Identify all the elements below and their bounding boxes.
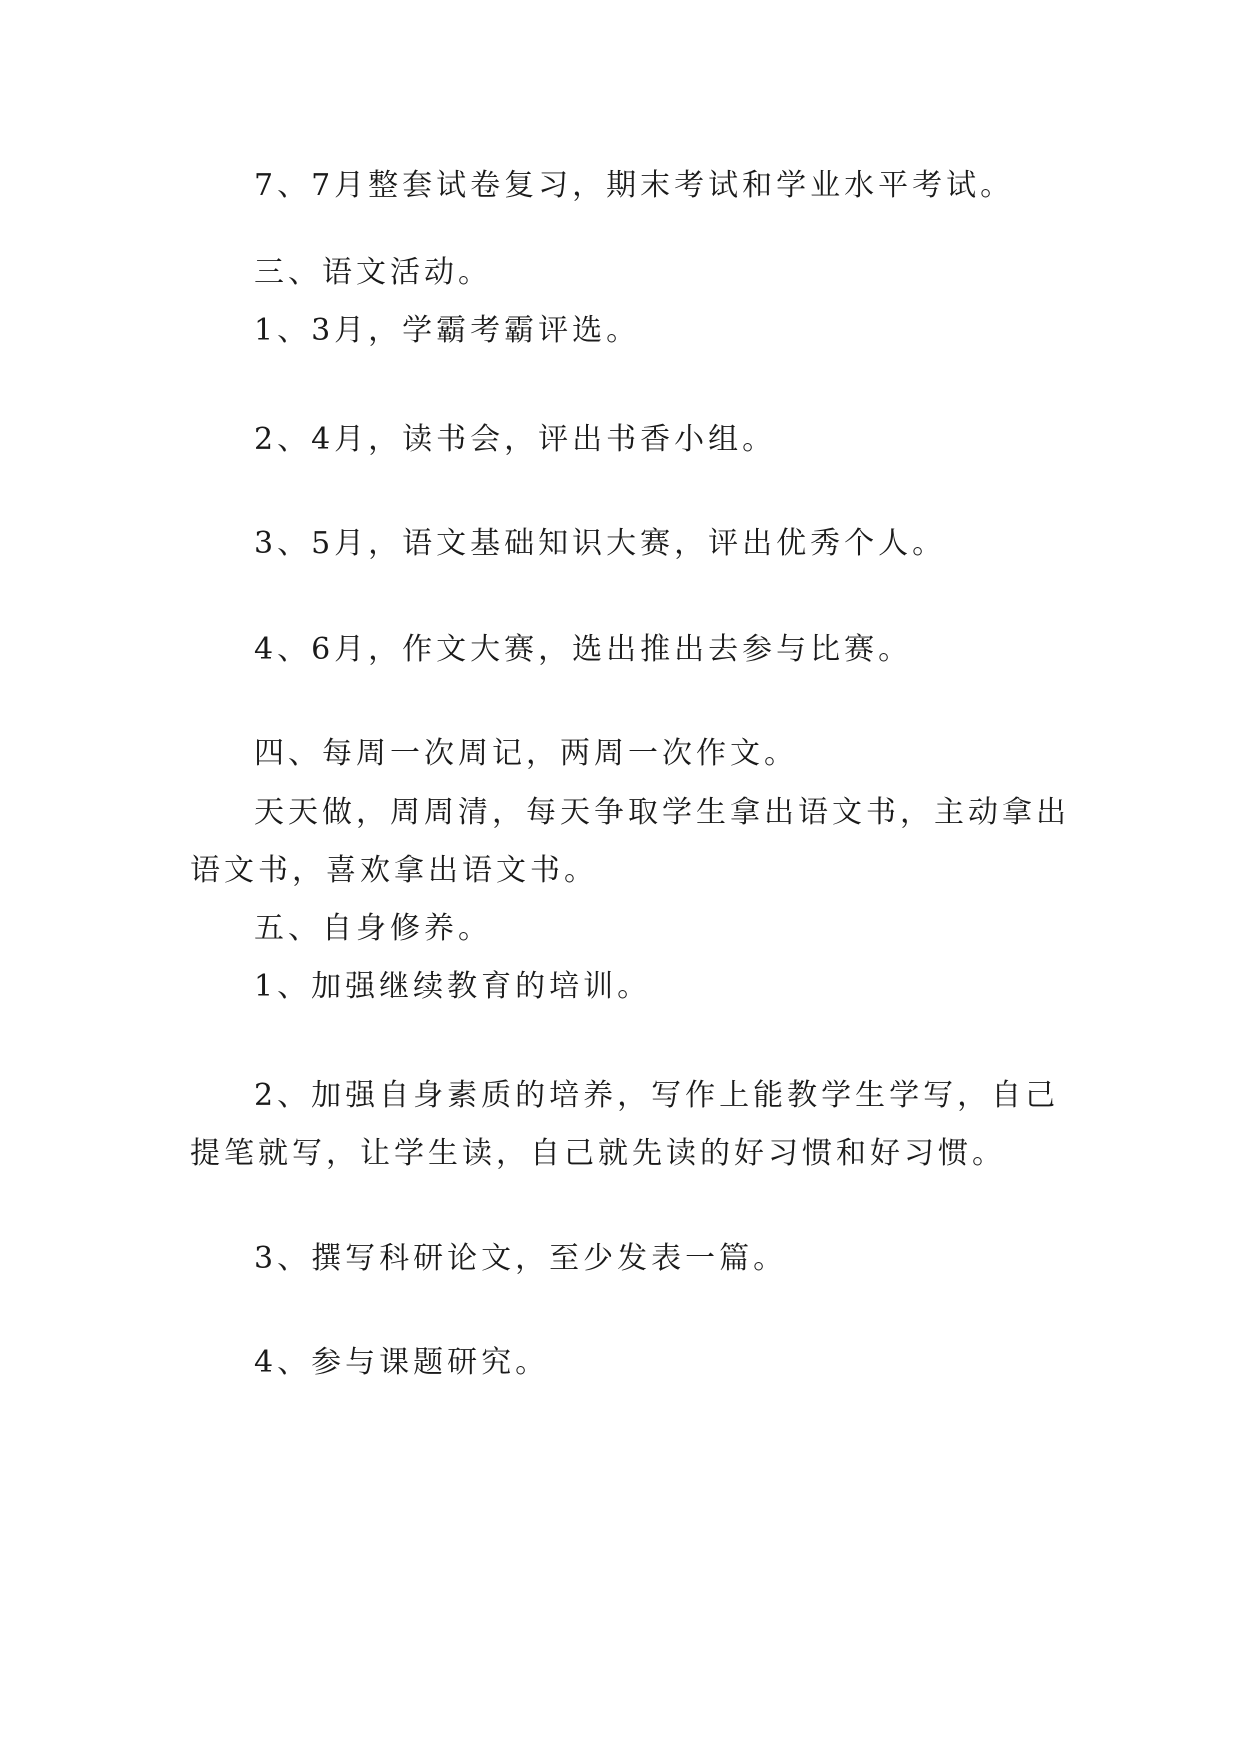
section-heading: 四、每周一次周记，两周一次作文。 xyxy=(254,736,798,771)
paragraph-line: 提笔就写，让学生读，自己就先读的好习惯和好习惯。 xyxy=(190,1136,1006,1171)
section-heading: 五、自身修养。 xyxy=(254,911,492,946)
paragraph-line: 天天做，周周清，每天争取学生拿出语文书，主动拿出 xyxy=(254,795,1070,830)
paragraph-line: 3、5月，语文基础知识大赛，评出优秀个人。 xyxy=(254,526,947,561)
paragraph-line: 7、7月整套试卷复习，期末考试和学业水平考试。 xyxy=(254,168,1015,203)
paragraph-line: 2、4月，读书会，评出书香小组。 xyxy=(254,422,777,457)
paragraph-line: 2、加强自身素质的培养，写作上能教学生学写，自己 xyxy=(254,1078,1060,1113)
paragraph-line: 语文书，喜欢拿出语文书。 xyxy=(190,853,598,888)
paragraph-line: 4、6月，作文大赛，选出推出去参与比赛。 xyxy=(254,632,913,667)
paragraph-line: 3、撰写科研论文，至少发表一篇。 xyxy=(254,1241,788,1276)
paragraph-line: 4、参与课题研究。 xyxy=(254,1345,550,1380)
paragraph-line: 1、加强继续教育的培训。 xyxy=(254,969,652,1004)
section-heading: 三、语文活动。 xyxy=(254,255,492,290)
paragraph-line: 1、3月，学霸考霸评选。 xyxy=(254,313,641,348)
